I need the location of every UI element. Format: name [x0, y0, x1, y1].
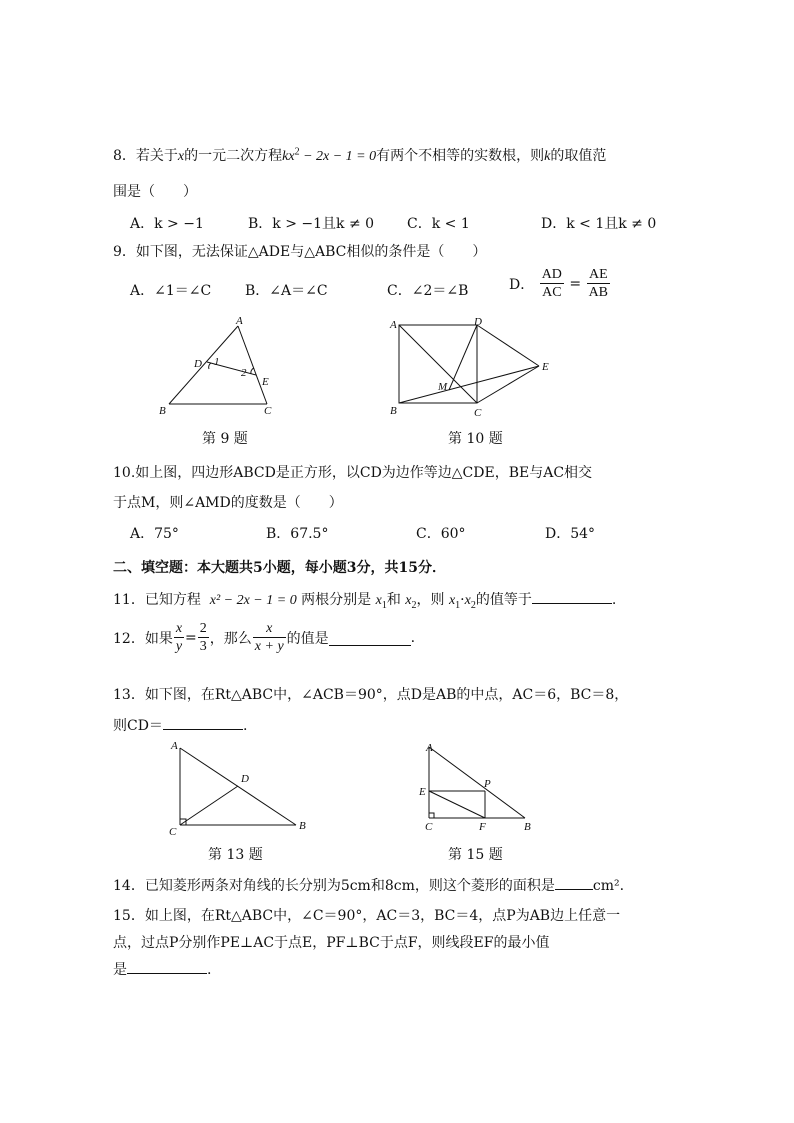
- q10-option-c[interactable]: C．60°: [416, 526, 466, 542]
- fig9-side-ac: [238, 326, 267, 404]
- fig13-label: C: [169, 826, 177, 837]
- question-15-line1: 15．如上图，在Rt△ABC中，∠C＝90°，AC＝3，BC＝4，点P为AB边上任意一: [113, 908, 621, 924]
- fig13-label: D: [241, 773, 249, 785]
- fig15-label: C: [425, 821, 433, 833]
- q8-option-b[interactable]: B．k > −1且k ≠ 0: [248, 216, 375, 232]
- figure-15: [417, 737, 542, 837]
- q8-option-a[interactable]: A．k > −1: [130, 216, 204, 232]
- question-11: 11．已知方程 x² − 2x − 1 = 0 两根分别是 $x_1$和 $x_2$，则 $x_1\cdot x_2$的值等于 .: [113, 589, 616, 611]
- figure-9: [155, 312, 290, 420]
- q8-option-c[interactable]: C．k < 1: [407, 216, 470, 232]
- fig9-label: 2: [241, 367, 247, 379]
- question-10-line2: 于点M，则∠AMD的度数是（ ）: [113, 495, 343, 511]
- fig9-label: 1: [214, 356, 220, 368]
- fig13-label: A: [171, 740, 178, 752]
- question-14: 14．已知菱形两条对角线的长分别为5cm和8cm，则这个菱形的面积是 cm².: [113, 875, 624, 895]
- question-15-line3: 是 .: [113, 959, 211, 979]
- fig10-label: A: [390, 319, 397, 331]
- figure-13-caption: 第 13 题: [208, 847, 263, 863]
- fraction-ae-ab: $\frac{AE}{AB}$: [588, 267, 609, 300]
- fig9-label: A: [236, 315, 243, 327]
- fig9-label: C: [264, 405, 272, 417]
- fig10-label: M: [438, 381, 448, 393]
- q14-answer-blank[interactable]: [555, 875, 593, 890]
- fig10-label: B: [390, 405, 397, 417]
- question-9-text: 9．如下图，无法保证△ADE与△ABC相似的条件是（ ）: [113, 244, 487, 260]
- question-8-line1: 8．若关于x的一元二次方程$kx^2 - 2x - 1 = 0$有两个不相等的实数根，则k的取值范: [113, 146, 607, 164]
- question-10-line1: 10.如上图，四边形ABCD是正方形，以CD为边作等边△CDE，BE与AC相交: [113, 465, 593, 481]
- q10-option-d[interactable]: D．54°: [545, 526, 596, 542]
- figure-9-caption: 第 9 题: [202, 431, 248, 447]
- q8-option-d[interactable]: D．k < 1且k ≠ 0: [541, 216, 657, 232]
- q13-answer-blank[interactable]: [163, 715, 243, 730]
- fig13-label: B: [299, 820, 306, 832]
- fig15-label: A: [426, 742, 433, 754]
- q9-option-d[interactable]: D． $\frac{AD}{AC}$ = $\frac{AE}{AB}$: [509, 267, 609, 300]
- fig10-segment-dm: [449, 325, 477, 390]
- fraction-x-y: $\frac{x}{y}$: [175, 621, 183, 654]
- q9-option-c[interactable]: C．∠2＝∠B: [387, 283, 469, 299]
- section-2-title: 二、填空题：本大题共5小题，每小题3分，共15分．: [113, 560, 446, 576]
- question-12: 12．如果 $\frac{x}{y}$ = $\frac{2}{3}$ ，那么 $\frac{x}{x + y}$ 的值是 .: [113, 621, 416, 654]
- q12-answer-blank[interactable]: [329, 631, 411, 646]
- fig15-label: B: [524, 821, 531, 833]
- figure-13: [163, 737, 323, 837]
- figure-10-caption: 第 10 题: [448, 431, 503, 447]
- question-13-line2: 则CD＝ .: [113, 715, 247, 735]
- figure-10: [385, 312, 560, 420]
- fig9-label: B: [159, 405, 166, 417]
- fig10-segment-be: [399, 366, 539, 403]
- fig15-label: F: [479, 821, 486, 833]
- fraction-ad-ac: $\frac{AD}{AC}$: [541, 267, 562, 300]
- fraction-x-over-x-plus-y: $\frac{x}{x + y}$: [254, 621, 284, 654]
- fig15-right-angle-mark: [429, 813, 434, 818]
- q9-option-a[interactable]: A．∠1＝∠C: [130, 283, 212, 299]
- question-13-line1: 13．如下图，在Rt△ABC中，∠ACB＝90°，点D是AB的中点，AC＝6，BC＝8，: [113, 687, 629, 703]
- fig15-label: P: [484, 778, 491, 790]
- q15-answer-blank[interactable]: [127, 959, 207, 974]
- fig9-label: D: [194, 358, 202, 370]
- fig9-angle-1-arc: [209, 363, 211, 369]
- q11-answer-blank[interactable]: [532, 589, 612, 604]
- fig10-side-ce: [477, 366, 539, 403]
- q9-option-b[interactable]: B．∠A＝∠C: [245, 283, 328, 299]
- question-15-line2: 点，过点P分别作PE⊥AC于点E，PF⊥BC于点F，则线段EF的最小值: [113, 935, 550, 951]
- fig15-side-ab: [429, 747, 525, 818]
- fig15-segment-ef: [429, 791, 485, 818]
- fig15-label: E: [419, 786, 426, 798]
- fig13-segment-cd: [180, 786, 238, 825]
- q10-option-a[interactable]: A．75°: [130, 526, 179, 542]
- fig10-label: D: [474, 316, 482, 328]
- figure-15-caption: 第 15 题: [448, 847, 503, 863]
- q10-option-b[interactable]: B．67.5°: [266, 526, 329, 542]
- fig10-label: E: [542, 361, 549, 373]
- fig10-side-de: [477, 325, 539, 366]
- fig9-label: E: [262, 376, 269, 388]
- fig9-side-ab: [169, 326, 238, 404]
- fig10-label: C: [474, 407, 482, 419]
- question-8-line2: 围是（ ）: [113, 184, 197, 200]
- fraction-2-3: $\frac{2}{3}$: [199, 621, 207, 654]
